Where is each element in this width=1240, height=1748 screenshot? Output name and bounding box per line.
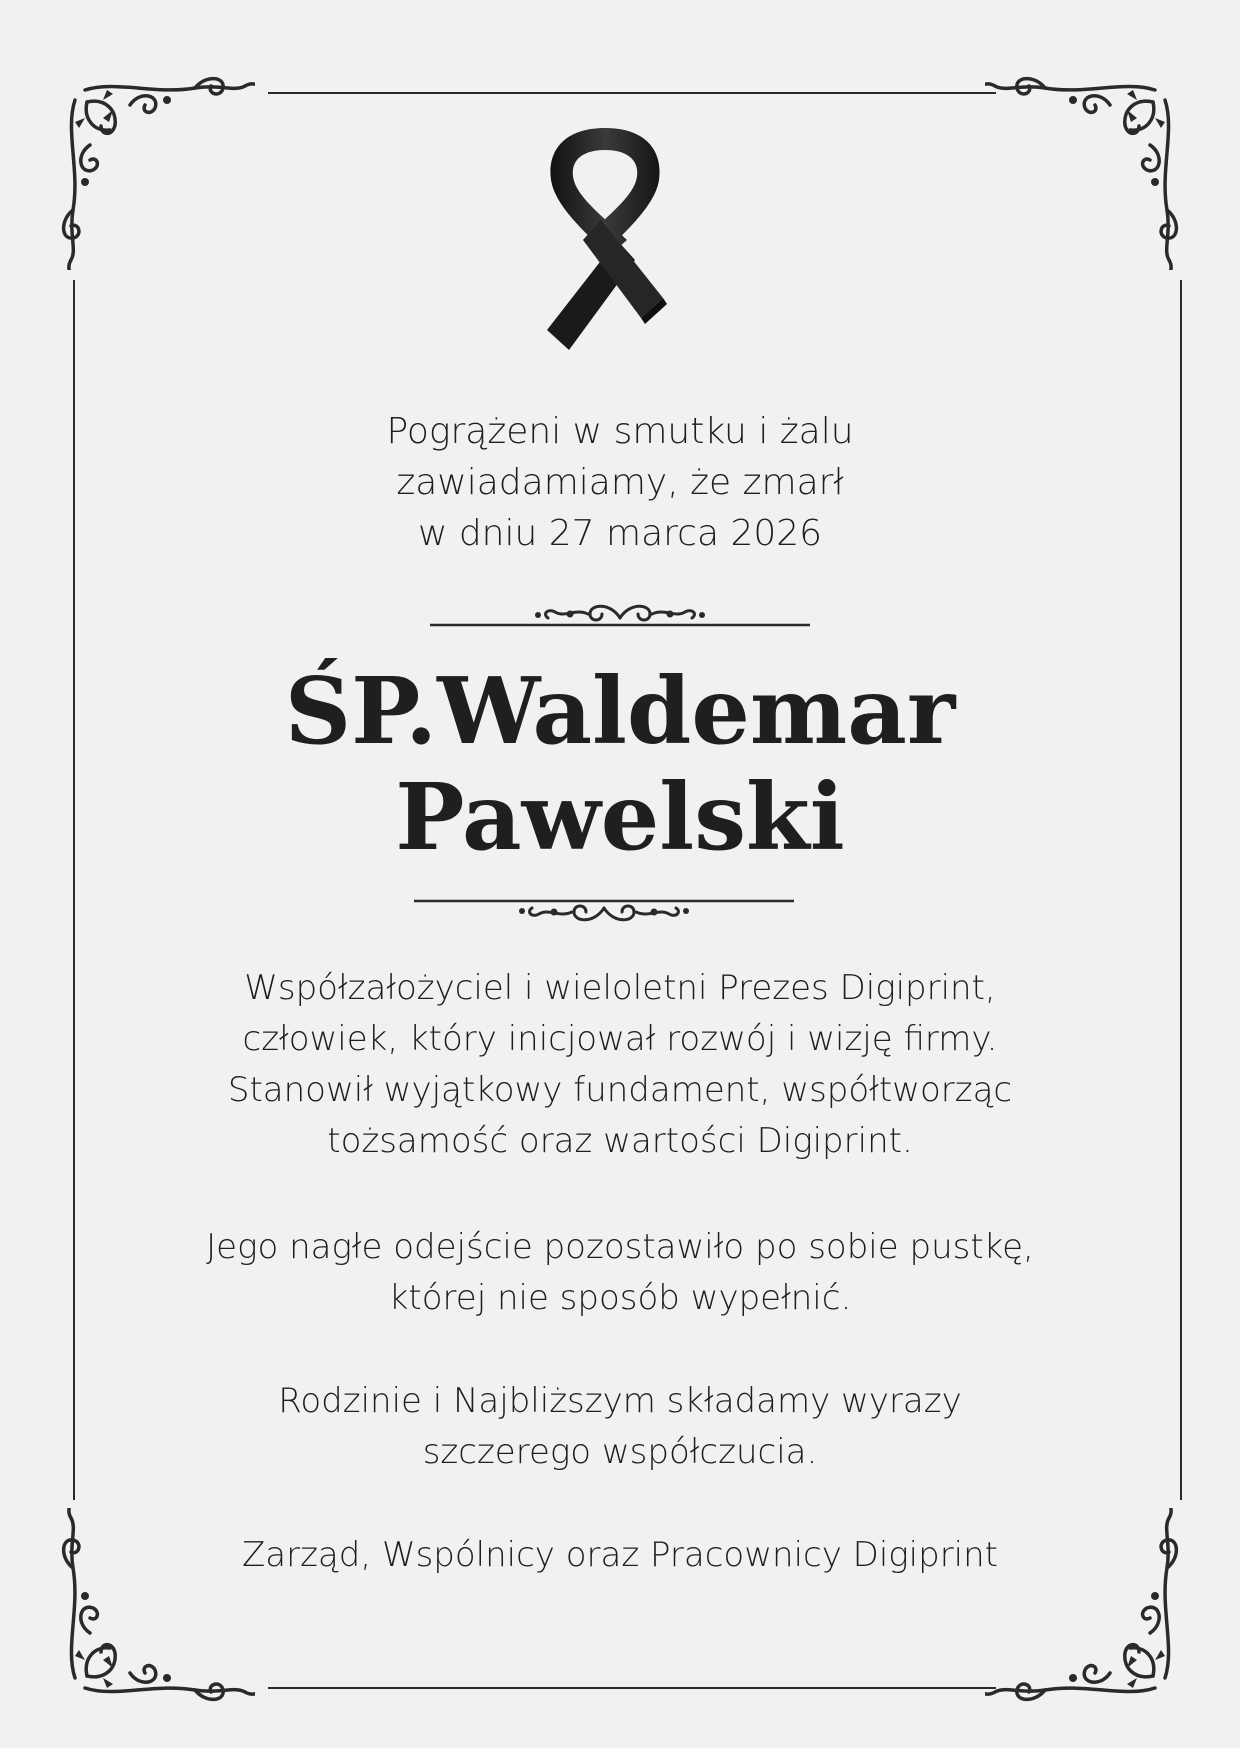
- condolence-line: Rodzinie i Najbliższym składamy wyrazy: [278, 1381, 962, 1421]
- frame-bottom-line: [268, 1687, 996, 1689]
- intro-line: zawiadamiamy, że zmarł: [396, 462, 844, 503]
- tribute-line: Stanowił wyjątkowy fundament, współtworząc: [227, 1070, 1013, 1110]
- intro-text: [0, 406, 1240, 559]
- tribute-line: człowiek, który inicjował rozwój i wizję firmy.: [242, 1019, 998, 1059]
- corner-ornament-icon: [985, 70, 1185, 270]
- frame-top-line: [268, 92, 996, 94]
- deceased-name: [0, 658, 1240, 870]
- tribute-line: Współzałożyciel i wieloletni Prezes Digiprint,: [244, 968, 996, 1008]
- intro-line: w dniu 27 marca 2026: [417, 513, 823, 554]
- mourning-ribbon-icon: [525, 122, 685, 352]
- deceased-name-line: Pawelski: [395, 763, 845, 871]
- tribute-line: której nie sposób wypełnić.: [388, 1278, 852, 1318]
- tribute-line: Jego nagłe odejście pozostawiło po sobie pustkę,: [206, 1227, 1034, 1267]
- signature-line: Zarząd, Wspólnicy oraz Pracownicy Digiprint: [241, 1535, 999, 1575]
- signature: [0, 1530, 1240, 1581]
- flourish-divider-icon: [410, 884, 830, 934]
- tribute-line: tożsamość oraz wartości Digiprint.: [327, 1121, 913, 1161]
- intro-line: Pogrążeni w smutku i żalu: [386, 411, 854, 452]
- corner-ornament-icon: [55, 70, 255, 270]
- flourish-divider-icon: [410, 592, 830, 642]
- condolence-line: szczerego współczucia.: [422, 1432, 818, 1472]
- condolence-paragraph: [0, 1376, 1240, 1478]
- tribute-paragraph: [0, 963, 1240, 1167]
- deceased-name-line: ŚP.Waldemar: [284, 657, 956, 765]
- tribute-paragraph: [0, 1222, 1240, 1324]
